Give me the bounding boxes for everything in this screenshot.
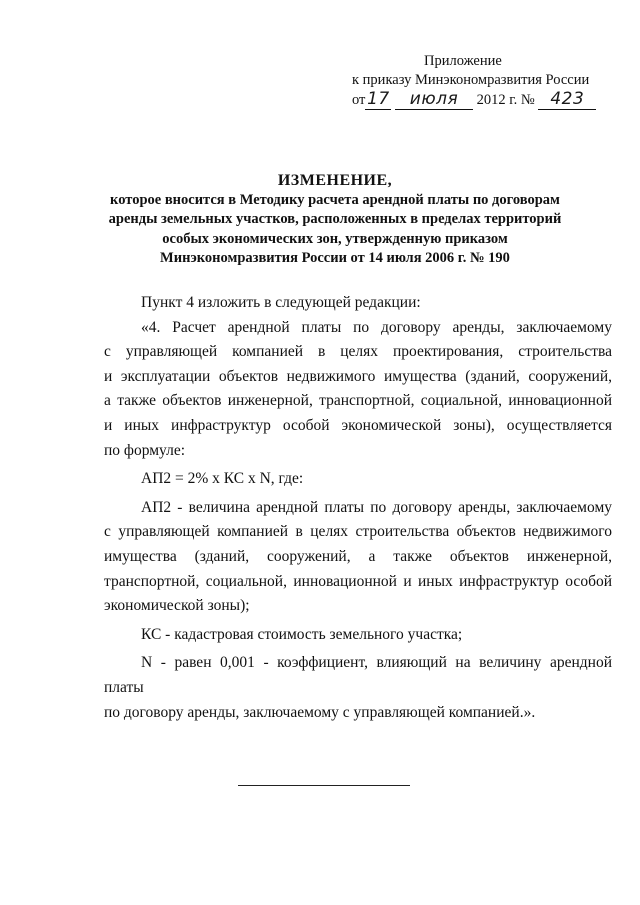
handwritten-month: июля bbox=[395, 90, 473, 110]
appendix-title: Приложение bbox=[424, 53, 502, 69]
ap2-definition-line: АП2 - величина арендной платы по договору аренды, заключаемому bbox=[141, 498, 612, 516]
closing-rule bbox=[238, 785, 410, 786]
item4-line: по формуле: bbox=[104, 441, 186, 459]
heading-title: ИЗМЕНЕНИЕ, bbox=[277, 172, 393, 189]
item4-line: «4. Расчет арендной платы по договору аренды, заключаемому bbox=[141, 318, 612, 336]
n-definition-line: N - равен 0,001 - коэффициент, влияющий на величину арендной платы bbox=[104, 654, 612, 696]
ap2-definition-line: с управляющей компанией в целях строительства объектов недвижимого bbox=[104, 523, 612, 541]
item4-line: а также объектов инженерной, транспортной, социальной, инновационной bbox=[104, 392, 612, 410]
heading-line: особых экономических зон, утвержденную приказом bbox=[162, 230, 508, 247]
date-prefix: от bbox=[352, 92, 366, 108]
order-date-line bbox=[352, 90, 602, 110]
document-heading bbox=[100, 171, 570, 269]
item4-line: и эксплуатации объектов недвижимого имущества (зданий, сооружений, bbox=[104, 367, 612, 385]
ks-definition: КС - кадастровая стоимость земельного участка; bbox=[141, 625, 463, 643]
heading-line: аренды земельных участков, расположенных в пределах территорий bbox=[108, 211, 562, 227]
handwritten-day: 17 bbox=[367, 89, 390, 109]
document-body bbox=[104, 291, 612, 725]
date-year-text: 2012 г. № bbox=[476, 92, 535, 108]
handwritten-order-number: 423 bbox=[538, 90, 596, 110]
item4-line: и иных инфраструктур особой экономической зоны), осуществляется bbox=[104, 416, 612, 434]
heading-line: Минэкономразвития России от 14 июля 2006 г. № 190 bbox=[160, 250, 510, 266]
n-definition-line: по договору аренды, заключаемому с управляющей компанией.». bbox=[104, 703, 536, 721]
heading-line: которое вносится в Методику расчета арендной платы по договорам bbox=[110, 191, 560, 208]
item4-line: с управляющей компанией в целях проектирования, строительства bbox=[104, 343, 612, 361]
ap2-definition-line: имущества (зданий, сооружений, а также объектов инженерной, bbox=[104, 547, 612, 565]
ap2-definition-line: транспортной, социальной, инновационной и иных инфраструктур особой bbox=[104, 572, 612, 590]
appendix-header bbox=[352, 52, 602, 110]
order-reference: к приказу Минэкономразвития России bbox=[352, 72, 590, 88]
intro-paragraph: Пункт 4 изложить в следующей редакции: bbox=[141, 294, 421, 311]
formula-line: АП2 = 2% х КС х N, где: bbox=[141, 470, 304, 488]
ap2-definition-line: экономической зоны); bbox=[104, 597, 250, 615]
